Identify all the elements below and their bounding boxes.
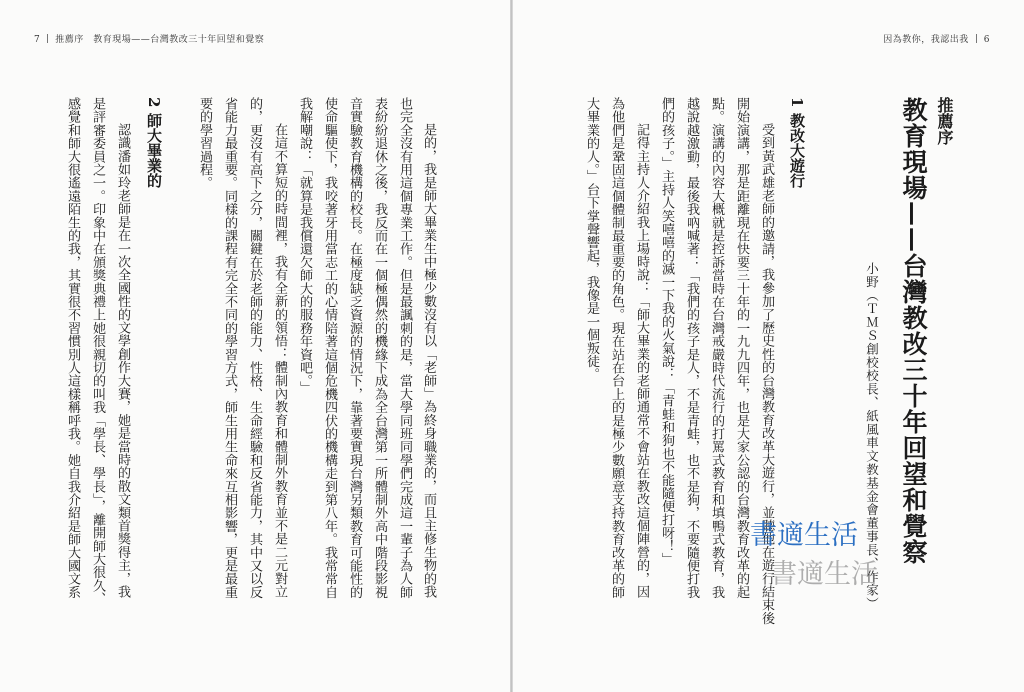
right-running-head-title: 因為教你，我認出我 [883, 35, 969, 45]
body-text-line: 是評審委員之一。印象中在頒獎典禮上她很親切的叫我「學長、學長」，離開師大很久、 [90, 97, 106, 606]
body-text-line: 開始演講，那是距離現在快要三十年的一九九四年，也是大家公認的台灣教育改革的起 [734, 97, 750, 599]
running-head-divider [47, 34, 48, 43]
body-text-line: 感覺和師大很遙遠陌生的我，其實很不習慣別人這樣稱呼我。她自我介紹是師大國文系 [65, 97, 81, 599]
section-heading-1: 1 教改大遊行 [788, 97, 806, 188]
body-text-line: 越說越激動，最後我吶喊著：「我們的孩子是人，不是青蛙，也不是狗，不要隨便打我 [684, 97, 700, 599]
body-text-line: 記得主持人介紹我上場時說：「師大畢業的老師通常不會站在教改這個陣營的，因 [634, 123, 650, 599]
watermark-ghost: 書適生活 [770, 559, 878, 590]
body-text-line: 在這不算短的時間裡，我有全新的領悟：體制內教育和體制外教育並不是二元對立 [272, 123, 288, 599]
body-text-line: 是的，我是師大畢業生中極少數沒有以「老師」為終身職業的，而且主修生物的我 [421, 123, 437, 599]
body-text-line: 們的孩子。」主持人笑嘻嘻的滅一下我的火氣說：「青蛙和狗也不能隨便打呀！」 [659, 97, 675, 566]
body-text-line: 的，更沒有高下之分，關鍵在於老師的能力、性格、生命經驗和反省能力，其中又以反 [247, 97, 263, 599]
right-running-head [883, 32, 990, 45]
left-running-head-title: 推薦序 教育現場——台灣教改三十年回望和覺察 [55, 35, 265, 45]
author-byline: 小野（ＴＭＳ創校校長、紙風車文教基金會董事長、作家） [864, 262, 880, 611]
body-text-line: 我解嘲說：「就算是我償還欠師大的服務年資吧。」 [297, 97, 313, 395]
body-text-line: 也完全沒有用這個專業工作。但是最諷刺的是，當大學同班同學們完成這一輩子為人師 [397, 97, 413, 599]
left-page [0, 0, 511, 692]
body-text-line: 使命驅使下，我咬著牙用當志工的心情陪著這個危機四伏的機構走到第八年。我常常自 [322, 97, 338, 599]
body-text-line: 認識潘如玲老師是在一次全國性的文學創作大賽，她是當時的散文類首獎得主，我 [115, 123, 131, 599]
body-text-line: 表紛紛退休之後，我反而在一個極偶然的機緣下成為全台灣第一所體制外高中階段影視 [372, 97, 388, 599]
body-text-line: 音實驗教育機構的校長。在極度缺乏資源的情況下，靠著要實現台灣另類教育可能性的 [347, 97, 363, 599]
chapter-title: 教育現場——台灣教改三十年回望和覺察 [899, 97, 928, 565]
watermark-logo: 書適生活 [750, 520, 858, 551]
right-page-number: 6 [983, 35, 990, 45]
running-head-divider [976, 34, 977, 43]
body-text-line: 點。演講的內容大概就是控訴當時在台灣戒嚴時代流行的打罵式教育和填鴨式教育，我 [709, 97, 725, 599]
left-page-number: 7 [34, 35, 41, 45]
body-text-line: 為他們是鞏固這個體制最重要的角色。現在站在台上的是極少數願意支持教育改革的師 [609, 97, 625, 599]
right-page [513, 0, 1024, 692]
body-text-line: 要的學習過程。 [197, 97, 213, 190]
preface-label: 推薦序 [935, 97, 954, 145]
left-running-head [34, 32, 264, 45]
section-heading-2: 2 師大畢業的 [145, 97, 163, 188]
body-text-line: 省能力最重要。同樣的課程有完全不同的學習方式，師生用生命來互相影響，更是最重 [222, 97, 238, 599]
body-text-line: 大畢業的人。」台下掌聲響起，我像是一個叛徒。 [584, 97, 600, 381]
body-text-line: 受到黃武雄老師的邀請，我參加了歷史性的台灣教育改革大遊行，並聽他在遊行結束後 [759, 123, 775, 625]
